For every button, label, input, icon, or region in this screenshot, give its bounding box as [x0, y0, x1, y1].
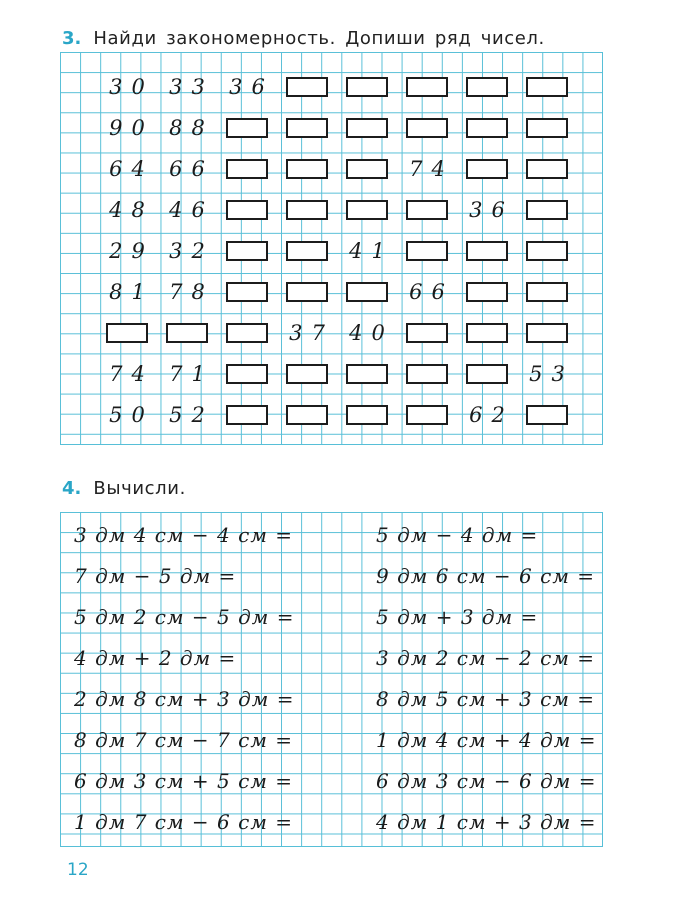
task-3-instruction: Найди закономерность. Допиши ряд чисел. — [93, 28, 545, 49]
answer-box[interactable] — [466, 364, 508, 384]
expression-left: 8 дм 7 см − 7 см = — [74, 728, 294, 752]
sequence-number: 78 — [169, 280, 214, 304]
answer-box[interactable] — [286, 200, 328, 220]
expression-right: 1 дм 4 см + 4 дм = — [376, 728, 597, 752]
sequence-number: 41 — [349, 239, 394, 263]
answer-box[interactable] — [526, 282, 568, 302]
sequence-number: 66 — [169, 157, 214, 181]
answer-box[interactable] — [406, 200, 448, 220]
answer-box[interactable] — [526, 405, 568, 425]
sequence-number: 52 — [169, 403, 214, 427]
expression-right: 5 дм + 3 дм = — [376, 605, 539, 629]
expression-right: 3 дм 2 см − 2 см = — [376, 646, 596, 670]
answer-box[interactable] — [346, 118, 388, 138]
sequence-number: 29 — [109, 239, 154, 263]
task-4-instruction: Вычисли. — [93, 478, 186, 499]
sequence-number: 62 — [469, 403, 514, 427]
answer-box[interactable] — [346, 364, 388, 384]
expression-left: 4 дм + 2 дм = — [74, 646, 237, 670]
answer-box[interactable] — [226, 118, 268, 138]
sequence-number: 90 — [109, 116, 154, 140]
sequence-number: 50 — [109, 403, 154, 427]
answer-box[interactable] — [226, 323, 268, 343]
sequence-number: 53 — [529, 362, 574, 386]
sequence-number: 81 — [109, 280, 154, 304]
answer-box[interactable] — [406, 405, 448, 425]
answer-box[interactable] — [346, 405, 388, 425]
expression-left: 7 дм − 5 дм = — [74, 564, 237, 588]
sequence-number: 48 — [109, 198, 154, 222]
sequence-number: 71 — [169, 362, 214, 386]
answer-box[interactable] — [286, 118, 328, 138]
task-4-number: 4. — [62, 478, 82, 499]
sequence-number: 32 — [169, 239, 214, 263]
sequence-number: 88 — [169, 116, 214, 140]
answer-box[interactable] — [466, 323, 508, 343]
sequence-number: 36 — [469, 198, 514, 222]
answer-box[interactable] — [526, 118, 568, 138]
sequence-number: 64 — [109, 157, 154, 181]
answer-box[interactable] — [226, 200, 268, 220]
answer-box[interactable] — [466, 241, 508, 261]
answer-box[interactable] — [286, 282, 328, 302]
sequence-number: 46 — [169, 198, 214, 222]
answer-box[interactable] — [226, 282, 268, 302]
sequence-number: 40 — [349, 321, 394, 345]
answer-box[interactable] — [526, 159, 568, 179]
expression-left: 5 дм 2 см − 5 дм = — [74, 605, 295, 629]
sequence-number: 66 — [409, 280, 454, 304]
task-4-grid — [60, 512, 603, 847]
answer-box[interactable] — [286, 241, 328, 261]
answer-box[interactable] — [406, 77, 448, 97]
expression-left: 1 дм 7 см − 6 см = — [74, 810, 294, 834]
answer-box[interactable] — [406, 241, 448, 261]
sequence-number: 74 — [409, 157, 454, 181]
answer-box[interactable] — [466, 77, 508, 97]
answer-box[interactable] — [346, 77, 388, 97]
page-number: 12 — [67, 860, 89, 880]
answer-box[interactable] — [526, 77, 568, 97]
answer-box[interactable] — [226, 241, 268, 261]
answer-box[interactable] — [286, 364, 328, 384]
answer-box[interactable] — [406, 118, 448, 138]
answer-box[interactable] — [406, 323, 448, 343]
answer-box[interactable] — [286, 159, 328, 179]
sequence-number: 30 — [109, 75, 154, 99]
expression-left: 6 дм 3 см + 5 см = — [74, 769, 294, 793]
sequence-number: 33 — [169, 75, 214, 99]
task-3-number: 3. — [62, 28, 82, 49]
sequence-number: 36 — [229, 75, 274, 99]
answer-box[interactable] — [526, 241, 568, 261]
answer-box[interactable] — [226, 364, 268, 384]
answer-box[interactable] — [346, 200, 388, 220]
answer-box[interactable] — [106, 323, 148, 343]
expression-right: 6 дм 3 см − 6 дм = — [376, 769, 597, 793]
answer-box[interactable] — [346, 159, 388, 179]
answer-box[interactable] — [226, 159, 268, 179]
sequence-number: 37 — [289, 321, 334, 345]
expression-left: 3 дм 4 см − 4 см = — [74, 523, 294, 547]
answer-box[interactable] — [346, 282, 388, 302]
answer-box[interactable] — [466, 282, 508, 302]
task-4-header — [62, 478, 186, 499]
answer-box[interactable] — [226, 405, 268, 425]
sequence-number: 74 — [109, 362, 154, 386]
expression-left: 2 дм 8 см + 3 дм = — [74, 687, 295, 711]
answer-box[interactable] — [526, 323, 568, 343]
task-3-header — [62, 28, 545, 49]
answer-box[interactable] — [466, 159, 508, 179]
expression-right: 5 дм − 4 дм = — [376, 523, 539, 547]
expression-right: 8 дм 5 см + 3 см = — [376, 687, 596, 711]
answer-box[interactable] — [166, 323, 208, 343]
answer-box[interactable] — [466, 118, 508, 138]
expression-right: 4 дм 1 см + 3 дм = — [376, 810, 597, 834]
answer-box[interactable] — [286, 405, 328, 425]
task-3-grid — [60, 52, 603, 445]
answer-box[interactable] — [286, 77, 328, 97]
expression-right: 9 дм 6 см − 6 см = — [376, 564, 596, 588]
answer-box[interactable] — [526, 200, 568, 220]
answer-box[interactable] — [406, 364, 448, 384]
